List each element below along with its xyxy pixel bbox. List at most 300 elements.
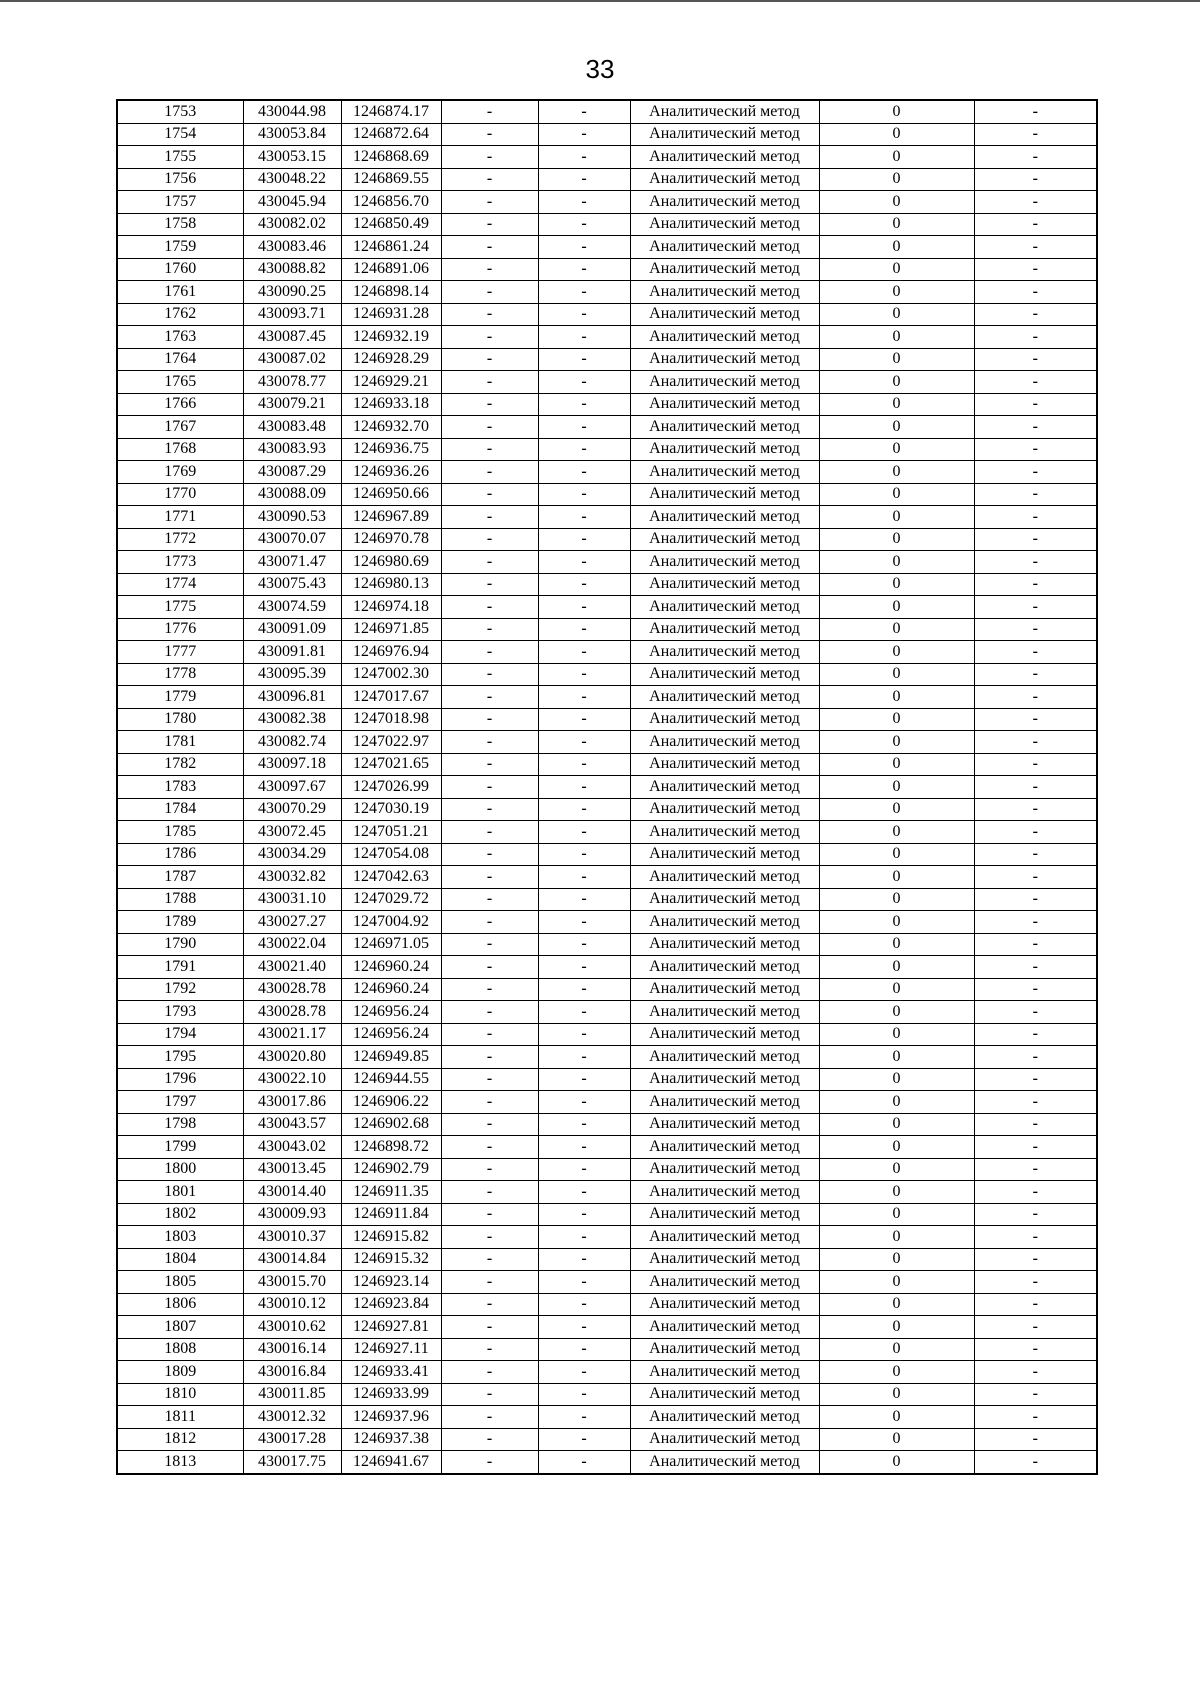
column-5-cell: - <box>538 1293 630 1316</box>
point-number-cell: 1781 <box>117 731 243 754</box>
table-row <box>117 1271 1097 1294</box>
y-coordinate-cell: 1246915.32 <box>341 1248 441 1271</box>
column-5-cell: - <box>538 461 630 484</box>
column-5-cell: - <box>538 1338 630 1361</box>
x-coordinate-cell: 430043.57 <box>243 1113 341 1136</box>
x-coordinate-cell: 430034.29 <box>243 843 341 866</box>
column-5-cell: - <box>538 1113 630 1136</box>
table-row <box>117 956 1097 979</box>
x-coordinate-cell: 430017.75 <box>243 1451 341 1474</box>
column-5-cell: - <box>538 1226 630 1249</box>
y-coordinate-cell: 1246933.41 <box>341 1361 441 1384</box>
method-cell: Аналитический метод <box>630 911 819 934</box>
table-row <box>117 1046 1097 1069</box>
method-cell: Аналитический метод <box>630 956 819 979</box>
method-cell: Аналитический метод <box>630 866 819 889</box>
table-row <box>117 146 1097 169</box>
method-cell: Аналитический метод <box>630 573 819 596</box>
table-row <box>117 686 1097 709</box>
column-8-cell: - <box>974 371 1097 394</box>
point-number-cell: 1813 <box>117 1451 243 1474</box>
method-cell: Аналитический метод <box>630 641 819 664</box>
column-4-cell: - <box>441 1068 538 1091</box>
column-5-cell: - <box>538 438 630 461</box>
table-row <box>117 1068 1097 1091</box>
table-row <box>117 1316 1097 1339</box>
x-coordinate-cell: 430090.25 <box>243 281 341 304</box>
point-number-cell: 1808 <box>117 1338 243 1361</box>
column-4-cell: - <box>441 866 538 889</box>
point-number-cell: 1792 <box>117 978 243 1001</box>
table-row <box>117 281 1097 304</box>
method-cell: Аналитический метод <box>630 326 819 349</box>
y-coordinate-cell: 1246936.75 <box>341 438 441 461</box>
accuracy-cell: 0 <box>819 1271 974 1294</box>
table-row <box>117 461 1097 484</box>
table-row <box>117 258 1097 281</box>
y-coordinate-cell: 1246937.96 <box>341 1406 441 1429</box>
table-row <box>117 551 1097 574</box>
x-coordinate-cell: 430082.74 <box>243 731 341 754</box>
page-top-edge <box>0 0 1200 2</box>
column-5-cell: - <box>538 776 630 799</box>
column-4-cell: - <box>441 1406 538 1429</box>
point-number-cell: 1793 <box>117 1001 243 1024</box>
x-coordinate-cell: 430015.70 <box>243 1271 341 1294</box>
accuracy-cell: 0 <box>819 236 974 259</box>
column-5-cell: - <box>538 1271 630 1294</box>
x-coordinate-cell: 430017.86 <box>243 1091 341 1114</box>
column-5-cell: - <box>538 888 630 911</box>
column-4-cell: - <box>441 978 538 1001</box>
method-cell: Аналитический метод <box>630 438 819 461</box>
x-coordinate-cell: 430021.17 <box>243 1023 341 1046</box>
y-coordinate-cell: 1247054.08 <box>341 843 441 866</box>
point-number-cell: 1770 <box>117 483 243 506</box>
method-cell: Аналитический метод <box>630 1271 819 1294</box>
method-cell: Аналитический метод <box>630 933 819 956</box>
y-coordinate-cell: 1246906.22 <box>341 1091 441 1114</box>
y-coordinate-cell: 1246923.84 <box>341 1293 441 1316</box>
method-cell: Аналитический метод <box>630 888 819 911</box>
x-coordinate-cell: 430012.32 <box>243 1406 341 1429</box>
column-8-cell: - <box>974 258 1097 281</box>
column-8-cell: - <box>974 191 1097 214</box>
column-5-cell: - <box>538 1046 630 1069</box>
point-number-cell: 1772 <box>117 528 243 551</box>
column-8-cell: - <box>974 798 1097 821</box>
column-5-cell: - <box>538 303 630 326</box>
y-coordinate-cell: 1246970.78 <box>341 528 441 551</box>
point-number-cell: 1756 <box>117 168 243 191</box>
x-coordinate-cell: 430088.09 <box>243 483 341 506</box>
column-5-cell: - <box>538 168 630 191</box>
y-coordinate-cell: 1246941.67 <box>341 1451 441 1474</box>
table-row <box>117 303 1097 326</box>
point-number-cell: 1811 <box>117 1406 243 1429</box>
column-8-cell: - <box>974 821 1097 844</box>
y-coordinate-cell: 1246980.13 <box>341 573 441 596</box>
accuracy-cell: 0 <box>819 956 974 979</box>
point-number-cell: 1802 <box>117 1203 243 1226</box>
method-cell: Аналитический метод <box>630 461 819 484</box>
method-cell: Аналитический метод <box>630 1338 819 1361</box>
y-coordinate-cell: 1246927.11 <box>341 1338 441 1361</box>
method-cell: Аналитический метод <box>630 1181 819 1204</box>
method-cell: Аналитический метод <box>630 1383 819 1406</box>
column-8-cell: - <box>974 1068 1097 1091</box>
table-row <box>117 1226 1097 1249</box>
y-coordinate-cell: 1246960.24 <box>341 956 441 979</box>
column-4-cell: - <box>441 1316 538 1339</box>
column-4-cell: - <box>441 776 538 799</box>
y-coordinate-cell: 1246936.26 <box>341 461 441 484</box>
point-number-cell: 1789 <box>117 911 243 934</box>
y-coordinate-cell: 1247004.92 <box>341 911 441 934</box>
method-cell: Аналитический метод <box>630 123 819 146</box>
table-row <box>117 348 1097 371</box>
column-5-cell: - <box>538 866 630 889</box>
column-8-cell: - <box>974 461 1097 484</box>
column-8-cell: - <box>974 528 1097 551</box>
point-number-cell: 1778 <box>117 663 243 686</box>
column-4-cell: - <box>441 1046 538 1069</box>
method-cell: Аналитический метод <box>630 686 819 709</box>
point-number-cell: 1807 <box>117 1316 243 1339</box>
column-8-cell: - <box>974 1203 1097 1226</box>
column-5-cell: - <box>538 956 630 979</box>
table-row <box>117 866 1097 889</box>
column-5-cell: - <box>538 281 630 304</box>
y-coordinate-cell: 1247030.19 <box>341 798 441 821</box>
table-row <box>117 1001 1097 1024</box>
method-cell: Аналитический метод <box>630 1136 819 1159</box>
x-coordinate-cell: 430083.48 <box>243 416 341 439</box>
table-row <box>117 776 1097 799</box>
column-5-cell: - <box>538 1181 630 1204</box>
accuracy-cell: 0 <box>819 1001 974 1024</box>
table-row <box>117 933 1097 956</box>
x-coordinate-cell: 430010.37 <box>243 1226 341 1249</box>
column-8-cell: - <box>974 1046 1097 1069</box>
column-8-cell: - <box>974 1181 1097 1204</box>
method-cell: Аналитический метод <box>630 1158 819 1181</box>
column-5-cell: - <box>538 213 630 236</box>
accuracy-cell: 0 <box>819 821 974 844</box>
y-coordinate-cell: 1247022.97 <box>341 731 441 754</box>
method-cell: Аналитический метод <box>630 1361 819 1384</box>
column-4-cell: - <box>441 753 538 776</box>
column-5-cell: - <box>538 618 630 641</box>
method-cell: Аналитический метод <box>630 776 819 799</box>
point-number-cell: 1769 <box>117 461 243 484</box>
method-cell: Аналитический метод <box>630 1091 819 1114</box>
column-8-cell: - <box>974 326 1097 349</box>
accuracy-cell: 0 <box>819 618 974 641</box>
x-coordinate-cell: 430078.77 <box>243 371 341 394</box>
table-row <box>117 326 1097 349</box>
x-coordinate-cell: 430072.45 <box>243 821 341 844</box>
x-coordinate-cell: 430090.53 <box>243 506 341 529</box>
column-8-cell: - <box>974 911 1097 934</box>
table-row <box>117 821 1097 844</box>
column-4-cell: - <box>441 551 538 574</box>
column-4-cell: - <box>441 1293 538 1316</box>
x-coordinate-cell: 430016.84 <box>243 1361 341 1384</box>
table-row <box>117 888 1097 911</box>
accuracy-cell: 0 <box>819 213 974 236</box>
column-5-cell: - <box>538 1023 630 1046</box>
accuracy-cell: 0 <box>819 1091 974 1114</box>
accuracy-cell: 0 <box>819 123 974 146</box>
method-cell: Аналитический метод <box>630 1023 819 1046</box>
point-number-cell: 1787 <box>117 866 243 889</box>
column-5-cell: - <box>538 708 630 731</box>
method-cell: Аналитический метод <box>630 753 819 776</box>
table-row <box>117 438 1097 461</box>
table-row <box>117 506 1097 529</box>
y-coordinate-cell: 1246971.85 <box>341 618 441 641</box>
y-coordinate-cell: 1246956.24 <box>341 1001 441 1024</box>
column-4-cell: - <box>441 236 538 259</box>
x-coordinate-cell: 430082.38 <box>243 708 341 731</box>
column-8-cell: - <box>974 573 1097 596</box>
page-number: 33 <box>585 54 615 84</box>
method-cell: Аналитический метод <box>630 596 819 619</box>
method-cell: Аналитический метод <box>630 348 819 371</box>
column-5-cell: - <box>538 483 630 506</box>
x-coordinate-cell: 430097.18 <box>243 753 341 776</box>
point-number-cell: 1799 <box>117 1136 243 1159</box>
x-coordinate-cell: 430082.02 <box>243 213 341 236</box>
method-cell: Аналитический метод <box>630 236 819 259</box>
table-row <box>117 168 1097 191</box>
accuracy-cell: 0 <box>819 843 974 866</box>
accuracy-cell: 0 <box>819 1203 974 1226</box>
accuracy-cell: 0 <box>819 1158 974 1181</box>
x-coordinate-cell: 430096.81 <box>243 686 341 709</box>
x-coordinate-cell: 430083.46 <box>243 236 341 259</box>
x-coordinate-cell: 430009.93 <box>243 1203 341 1226</box>
column-5-cell: - <box>538 551 630 574</box>
column-4-cell: - <box>441 1226 538 1249</box>
method-cell: Аналитический метод <box>630 1293 819 1316</box>
x-coordinate-cell: 430032.82 <box>243 866 341 889</box>
y-coordinate-cell: 1246974.18 <box>341 596 441 619</box>
accuracy-cell: 0 <box>819 1293 974 1316</box>
column-5-cell: - <box>538 911 630 934</box>
column-4-cell: - <box>441 1383 538 1406</box>
x-coordinate-cell: 430074.59 <box>243 596 341 619</box>
accuracy-cell: 0 <box>819 168 974 191</box>
table-row <box>117 708 1097 731</box>
y-coordinate-cell: 1246976.94 <box>341 641 441 664</box>
column-8-cell: - <box>974 753 1097 776</box>
y-coordinate-cell: 1246980.69 <box>341 551 441 574</box>
table-row <box>117 641 1097 664</box>
point-number-cell: 1795 <box>117 1046 243 1069</box>
method-cell: Аналитический метод <box>630 663 819 686</box>
y-coordinate-cell: 1246956.24 <box>341 1023 441 1046</box>
column-5-cell: - <box>538 1068 630 1091</box>
column-4-cell: - <box>441 1113 538 1136</box>
column-8-cell: - <box>974 1248 1097 1271</box>
point-number-cell: 1788 <box>117 888 243 911</box>
y-coordinate-cell: 1246932.70 <box>341 416 441 439</box>
table-row <box>117 1293 1097 1316</box>
column-4-cell: - <box>441 933 538 956</box>
x-coordinate-cell: 430079.21 <box>243 393 341 416</box>
x-coordinate-cell: 430044.98 <box>243 100 341 123</box>
accuracy-cell: 0 <box>819 888 974 911</box>
column-5-cell: - <box>538 1451 630 1474</box>
accuracy-cell: 0 <box>819 258 974 281</box>
column-4-cell: - <box>441 258 538 281</box>
x-coordinate-cell: 430087.02 <box>243 348 341 371</box>
point-number-cell: 1775 <box>117 596 243 619</box>
y-coordinate-cell: 1247026.99 <box>341 776 441 799</box>
accuracy-cell: 0 <box>819 281 974 304</box>
table-row <box>117 123 1097 146</box>
column-4-cell: - <box>441 731 538 754</box>
column-4-cell: - <box>441 1001 538 1024</box>
method-cell: Аналитический метод <box>630 528 819 551</box>
x-coordinate-cell: 430091.09 <box>243 618 341 641</box>
y-coordinate-cell: 1247029.72 <box>341 888 441 911</box>
x-coordinate-cell: 430013.45 <box>243 1158 341 1181</box>
column-8-cell: - <box>974 1293 1097 1316</box>
column-4-cell: - <box>441 1338 538 1361</box>
column-8-cell: - <box>974 978 1097 1001</box>
column-5-cell: - <box>538 1203 630 1226</box>
column-8-cell: - <box>974 731 1097 754</box>
column-4-cell: - <box>441 168 538 191</box>
column-8-cell: - <box>974 776 1097 799</box>
table-row <box>117 1181 1097 1204</box>
table-row <box>117 191 1097 214</box>
y-coordinate-cell: 1247018.98 <box>341 708 441 731</box>
column-5-cell: - <box>538 371 630 394</box>
column-4-cell: - <box>441 686 538 709</box>
column-4-cell: - <box>441 100 538 123</box>
column-4-cell: - <box>441 911 538 934</box>
table-row <box>117 1203 1097 1226</box>
column-4-cell: - <box>441 1091 538 1114</box>
accuracy-cell: 0 <box>819 1338 974 1361</box>
x-coordinate-cell: 430028.78 <box>243 978 341 1001</box>
accuracy-cell: 0 <box>819 1451 974 1474</box>
y-coordinate-cell: 1246931.28 <box>341 303 441 326</box>
method-cell: Аналитический метод <box>630 731 819 754</box>
x-coordinate-cell: 430083.93 <box>243 438 341 461</box>
table-row <box>117 753 1097 776</box>
x-coordinate-cell: 430045.94 <box>243 191 341 214</box>
point-number-cell: 1754 <box>117 123 243 146</box>
accuracy-cell: 0 <box>819 416 974 439</box>
table-row <box>117 483 1097 506</box>
column-5-cell: - <box>538 933 630 956</box>
accuracy-cell: 0 <box>819 753 974 776</box>
accuracy-cell: 0 <box>819 686 974 709</box>
column-8-cell: - <box>974 596 1097 619</box>
method-cell: Аналитический метод <box>630 798 819 821</box>
column-5-cell: - <box>538 1091 630 1114</box>
table-row <box>117 663 1097 686</box>
column-8-cell: - <box>974 1091 1097 1114</box>
column-4-cell: - <box>441 663 538 686</box>
column-8-cell: - <box>974 1316 1097 1339</box>
table-body <box>117 100 1097 1474</box>
accuracy-cell: 0 <box>819 191 974 214</box>
column-4-cell: - <box>441 1248 538 1271</box>
y-coordinate-cell: 1246927.81 <box>341 1316 441 1339</box>
column-5-cell: - <box>538 1248 630 1271</box>
column-4-cell: - <box>441 326 538 349</box>
x-coordinate-cell: 430022.04 <box>243 933 341 956</box>
x-coordinate-cell: 430010.62 <box>243 1316 341 1339</box>
point-number-cell: 1806 <box>117 1293 243 1316</box>
point-number-cell: 1771 <box>117 506 243 529</box>
x-coordinate-cell: 430014.84 <box>243 1248 341 1271</box>
x-coordinate-cell: 430027.27 <box>243 911 341 934</box>
table-row <box>117 1136 1097 1159</box>
column-4-cell: - <box>441 596 538 619</box>
column-5-cell: - <box>538 506 630 529</box>
column-5-cell: - <box>538 798 630 821</box>
accuracy-cell: 0 <box>819 933 974 956</box>
y-coordinate-cell: 1246874.17 <box>341 100 441 123</box>
column-8-cell: - <box>974 146 1097 169</box>
y-coordinate-cell: 1246861.24 <box>341 236 441 259</box>
point-number-cell: 1801 <box>117 1181 243 1204</box>
column-8-cell: - <box>974 1113 1097 1136</box>
column-8-cell: - <box>974 1226 1097 1249</box>
method-cell: Аналитический метод <box>630 551 819 574</box>
point-number-cell: 1794 <box>117 1023 243 1046</box>
column-8-cell: - <box>974 483 1097 506</box>
y-coordinate-cell: 1246869.55 <box>341 168 441 191</box>
column-4-cell: - <box>441 1271 538 1294</box>
point-number-cell: 1779 <box>117 686 243 709</box>
column-4-cell: - <box>441 438 538 461</box>
point-number-cell: 1812 <box>117 1428 243 1451</box>
point-number-cell: 1773 <box>117 551 243 574</box>
column-4-cell: - <box>441 348 538 371</box>
column-4-cell: - <box>441 371 538 394</box>
column-8-cell: - <box>974 551 1097 574</box>
column-4-cell: - <box>441 1428 538 1451</box>
y-coordinate-cell: 1246902.79 <box>341 1158 441 1181</box>
method-cell: Аналитический метод <box>630 168 819 191</box>
y-coordinate-cell: 1246928.29 <box>341 348 441 371</box>
column-5-cell: - <box>538 1001 630 1024</box>
y-coordinate-cell: 1246933.99 <box>341 1383 441 1406</box>
point-number-cell: 1765 <box>117 371 243 394</box>
column-5-cell: - <box>538 1158 630 1181</box>
point-number-cell: 1776 <box>117 618 243 641</box>
column-8-cell: - <box>974 506 1097 529</box>
accuracy-cell: 0 <box>819 866 974 889</box>
table-row <box>117 100 1097 123</box>
accuracy-cell: 0 <box>819 528 974 551</box>
y-coordinate-cell: 1247042.63 <box>341 866 441 889</box>
column-5-cell: - <box>538 731 630 754</box>
point-number-cell: 1753 <box>117 100 243 123</box>
method-cell: Аналитический метод <box>630 1068 819 1091</box>
accuracy-cell: 0 <box>819 1428 974 1451</box>
column-5-cell: - <box>538 753 630 776</box>
column-8-cell: - <box>974 866 1097 889</box>
